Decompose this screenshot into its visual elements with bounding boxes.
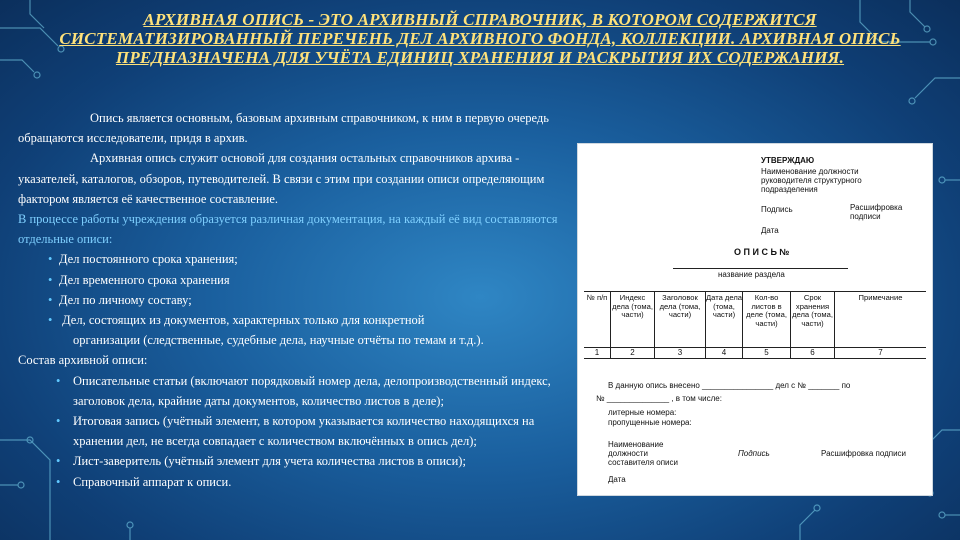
list-item: • Дел постоянного срока хранения;	[18, 249, 578, 269]
form-compiler-signature: Подпись	[738, 449, 770, 458]
form-col-number: 5	[764, 348, 769, 357]
list-item: • Дел, состоящих из документов, характерных только для конкретной	[18, 310, 578, 330]
form-col-number: 6	[810, 348, 815, 357]
body-text	[18, 108, 578, 492]
form-col-number: 4	[721, 348, 727, 357]
bullet-icon: •	[56, 414, 61, 429]
bullet-icon: •	[48, 272, 53, 287]
form-col-number: 2	[630, 348, 635, 357]
form-section-name: название раздела	[718, 270, 785, 279]
form-col-header: Дата дела (тома, части)	[706, 293, 742, 320]
paragraph-composition: Состав архивной описи:	[18, 353, 148, 368]
paragraph-documentation: В процессе работы учреждения образуется различная документация, на каждый её вид составляются отдельные описи:	[18, 212, 558, 247]
form-signature-decode: Расшифровка подписи	[850, 203, 903, 221]
form-col-number: 3	[677, 348, 683, 357]
bullet-icon: •	[48, 313, 53, 328]
form-col-number: 7	[878, 348, 883, 357]
form-opis-number: О П И С Ь №	[734, 247, 790, 257]
opis-composition-list	[18, 371, 578, 492]
form-col-header: Примечание	[858, 293, 903, 302]
form-compiler-position: Наименование должности составителя описи	[608, 440, 678, 467]
form-signature: Подпись	[761, 205, 793, 214]
form-approve-position: Наименование должности руководителя структурного подразделения	[761, 167, 862, 194]
list-item: • Итоговая запись (учётный элемент, в котором указывается количество находящихся на хранении дел, не всегда совпадает с количеством включённых в опись дел);	[18, 411, 578, 451]
list-item-continuation: организации (следственные, судебные дела, научные отчёты по темам и т.д.).	[73, 333, 484, 348]
form-compiler-decode: Расшифровка подписи	[821, 449, 907, 458]
form-date: Дата	[761, 226, 779, 235]
bullet-icon: •	[56, 454, 61, 469]
form-col-number: 1	[594, 348, 600, 357]
opis-types-list	[18, 249, 578, 330]
form-col-header: Индекс дела (тома, части)	[612, 293, 653, 320]
form-col-header: Заголовок дела (тома, части)	[659, 293, 701, 320]
form-col-header: № п/п	[586, 293, 608, 302]
list-item: • Лист-заверитель (учётный элемент для учета количества листов в описи);	[18, 451, 578, 471]
form-missing-numbers: пропущенные номера:	[608, 418, 692, 427]
bullet-icon: •	[48, 292, 53, 307]
bullet-icon: •	[56, 373, 61, 388]
slide-title: АРХИВНАЯ ОПИСЬ - ЭТО АРХИВНЫЙ СПРАВОЧНИК, В КОТОРОМ СОДЕРЖИТСЯ СИСТЕМАТИЗИРОВАННЫЙ ПЕРЕЧЕНЬ ДЕЛ АРХИВНОГО ФОНДА, КОЛЛЕКЦИИ. АРХИВНАЯ ОПИСЬ ПРЕДНАЗНАЧЕНА ДЛЯ УЧЁТА ЕДИНИЦ ХРАНЕНИЯ И РАСКРЫТИЯ ИХ СОДЕРЖАНИЯ.	[59, 10, 901, 67]
form-compiler-date: Дата	[608, 475, 626, 484]
form-col-header: Кол-во листов в деле (тома, части)	[746, 293, 787, 328]
form-total-line2: № ______________ , в том числе:	[596, 394, 722, 403]
paragraph-intro: Опись является основным, базовым архивным справочником, к ним в первую очередь обращаются исследователи, придя в архив.	[18, 111, 549, 146]
list-item: • Дел по личному составу;	[18, 290, 578, 310]
form-total-line1: В данную опись внесено ________________ дел с № _______ по	[608, 381, 851, 390]
list-item: • Справочный аппарат к описи.	[18, 472, 578, 492]
form-literal-numbers: литерные номера:	[608, 408, 677, 417]
form-approve: УТВЕРЖДАЮ	[761, 156, 815, 165]
paragraph-basis: Архивная опись служит основой для создания остальных справочников архива - указателей, каталогов, обзоров, путеводителей. В связи с этим при создании описи определяющим фактором является её качественное составление.	[18, 151, 545, 206]
bullet-icon: •	[48, 252, 53, 267]
form-col-header: Срок хранения дела (тома, части)	[792, 293, 833, 328]
list-item: • Дел временного срока хранения	[18, 270, 578, 290]
bullet-icon: •	[56, 474, 61, 489]
opis-form-sample	[577, 143, 933, 496]
list-item: • Описательные статьи (включают порядковый номер дела, делопроизводственный индекс, заголовок дела, крайние даты документов, количество листов в деле);	[18, 371, 578, 411]
